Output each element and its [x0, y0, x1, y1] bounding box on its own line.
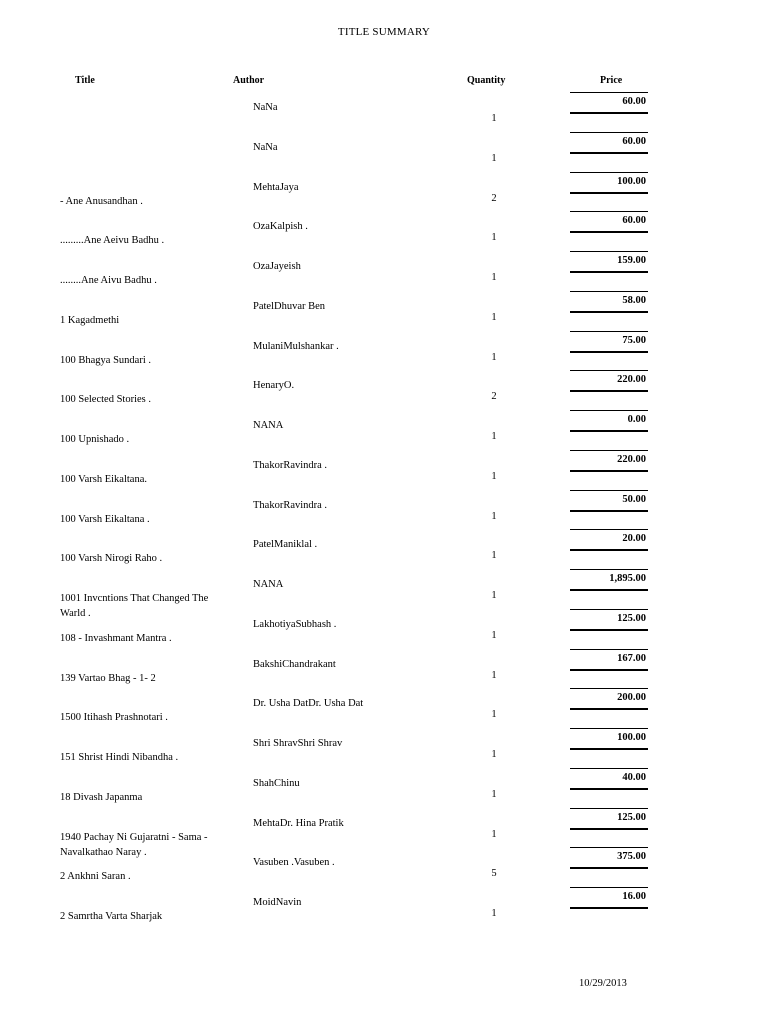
price-cell [570, 887, 648, 909]
table-row [0, 215, 768, 260]
row-author: Shri ShravShri Shrav [253, 738, 343, 749]
table-row [0, 692, 768, 737]
row-author: OzaJayeish [253, 261, 301, 272]
row-author: NANA [253, 579, 284, 590]
row-price: 50.00 [622, 493, 646, 505]
table-row [0, 573, 768, 619]
row-author: HenaryO. [253, 380, 295, 392]
row-price: 220.00 [617, 453, 646, 465]
row-title: 1 Kagadmethi [60, 314, 120, 326]
column-header-title: Title [75, 75, 95, 86]
table-row [0, 493, 768, 539]
row-price: 100.00 [617, 732, 646, 743]
price-cell [570, 569, 648, 591]
table-row [0, 732, 768, 777]
column-header-price: Price [600, 75, 623, 86]
row-author: OzaKalpish . [253, 221, 308, 233]
row-title: - Ane Anusandhan . [60, 195, 143, 207]
row-quantity: 1 [491, 749, 497, 760]
price-cell [570, 808, 648, 830]
price-cell [570, 768, 648, 790]
row-author: NANA [253, 420, 284, 431]
row-price: 60.00 [622, 96, 646, 107]
row-price: 40.00 [622, 771, 646, 783]
row-author: MulaniMulshankar . [253, 340, 339, 352]
row-quantity: 1 [491, 272, 497, 283]
price-cell [570, 450, 648, 472]
row-title: 100 Upnishado . [60, 434, 130, 445]
row-price: 159.00 [617, 255, 646, 266]
table-row [0, 175, 768, 221]
price-cell [570, 728, 648, 750]
table-row [0, 374, 768, 419]
row-author: Dr. Usha DatDr. Usha Dat [253, 698, 364, 710]
row-price: 60.00 [622, 135, 646, 147]
row-quantity: 1 [491, 232, 497, 244]
table-row [0, 612, 768, 658]
row-title: 100 Varsh Eikaltana. [60, 473, 147, 485]
row-quantity: 2 [491, 391, 497, 403]
row-quantity: 1 [491, 629, 497, 641]
table-row [0, 414, 768, 459]
table-row [0, 533, 768, 578]
row-quantity: 2 [491, 192, 497, 204]
row-quantity: 5 [491, 868, 497, 880]
row-quantity: 1 [491, 470, 497, 482]
row-quantity: 1 [491, 550, 497, 562]
row-price: 220.00 [617, 374, 646, 386]
row-price: 375.00 [617, 851, 646, 863]
table-row [0, 771, 768, 817]
price-cell [570, 847, 648, 869]
row-quantity: 1 [491, 431, 497, 442]
row-price: 100.00 [617, 175, 646, 187]
price-cell [570, 410, 648, 432]
row-author: ThakorRavindra . [253, 459, 328, 471]
price-cell [570, 370, 648, 392]
row-title: 100 Varsh Nirogi Raho . [60, 553, 163, 565]
row-author: LakhotiyaSubhash . [253, 618, 337, 630]
row-quantity: 1 [491, 590, 497, 601]
row-quantity: 1 [491, 510, 497, 522]
row-quantity: 1 [491, 351, 497, 363]
table-row [0, 811, 768, 858]
row-price: 0.00 [627, 414, 646, 425]
table-row [0, 334, 768, 380]
price-cell [570, 529, 648, 551]
row-price: 75.00 [622, 334, 646, 346]
price-cell [570, 688, 648, 710]
row-title: 2 Ankhni Saran . [60, 871, 131, 883]
row-price: 16.00 [622, 891, 646, 902]
row-quantity: 1 [491, 113, 497, 124]
price-cell [570, 211, 648, 233]
row-price: 125.00 [617, 612, 646, 624]
row-title: 2 Samrtha Varta Sharjak [60, 911, 163, 922]
row-title: 100 Selected Stories . [60, 394, 151, 406]
row-author: ThakorRavindra . [253, 499, 328, 511]
row-title: 100 Varsh Eikaltana . [60, 513, 150, 525]
price-cell [570, 490, 648, 512]
column-header-quantity: Quantity [467, 75, 506, 86]
row-quantity: 1 [491, 311, 497, 323]
row-author: NaNa [253, 102, 278, 113]
row-price: 125.00 [617, 811, 646, 823]
report-title: TITLE SUMMARY [337, 26, 431, 38]
price-cell [570, 331, 648, 353]
row-title: ........Ane Aivu Badhu . [60, 275, 157, 286]
row-quantity: 1 [491, 152, 497, 164]
row-title: 151 Shrist Hindi Nibandha . [60, 752, 179, 763]
row-title: 100 Bhagya Sundari . [60, 354, 151, 366]
row-author: ShahChinu [253, 777, 300, 789]
row-title: 108 - Invashmant Mantra . [60, 632, 172, 644]
table-row [0, 652, 768, 698]
row-title: 1940 Pachay Ni Gujaratni - Sama - Navalkathao Naray . [60, 831, 208, 858]
row-quantity: 1 [491, 908, 497, 919]
table-row [0, 255, 768, 300]
row-title: 1001 Invcntions That Changed The Warld . [60, 593, 209, 619]
row-author: Vasuben .Vasuben . [253, 857, 335, 869]
price-cell [570, 132, 648, 154]
row-quantity: 1 [491, 828, 497, 840]
table-row [0, 294, 768, 340]
price-cell [570, 251, 648, 273]
row-price: 60.00 [622, 215, 646, 227]
row-quantity: 1 [491, 669, 497, 681]
row-quantity: 1 [491, 709, 497, 721]
row-author: PatelManiklal . [253, 539, 318, 551]
row-title: 1500 Itihash Prashnotari . [60, 712, 168, 724]
row-price: 1,895.00 [609, 573, 646, 584]
row-price: 20.00 [622, 533, 646, 545]
row-author: PatelDhuvar Ben [253, 300, 326, 312]
row-title: 139 Vartao Bhag - 1- 2 [60, 672, 156, 684]
row-price: 167.00 [617, 652, 646, 664]
price-cell [570, 172, 648, 194]
table-row [0, 891, 768, 936]
row-author: MoidNavin [253, 897, 302, 908]
row-price: 58.00 [622, 294, 646, 306]
row-price: 200.00 [617, 692, 646, 704]
price-cell [570, 609, 648, 631]
table-row [0, 135, 768, 181]
column-header-author: Author [233, 75, 265, 86]
row-title: .........Ane Aeivu Badhu . [60, 235, 165, 247]
table-row [0, 851, 768, 896]
table-row [0, 96, 768, 141]
price-cell [570, 291, 648, 313]
row-author: NaNa [253, 141, 278, 153]
row-quantity: 1 [491, 788, 497, 800]
table-row [0, 453, 768, 499]
row-author: MehtaJaya [253, 181, 299, 193]
row-author: BakshiChandrakant [253, 658, 336, 670]
row-author: MehtaDr. Hina Pratik [253, 817, 344, 829]
report-date: 10/29/2013 [579, 978, 627, 989]
price-cell [570, 649, 648, 671]
price-cell [570, 92, 648, 114]
row-title: 18 Divash Japanma [60, 791, 143, 803]
